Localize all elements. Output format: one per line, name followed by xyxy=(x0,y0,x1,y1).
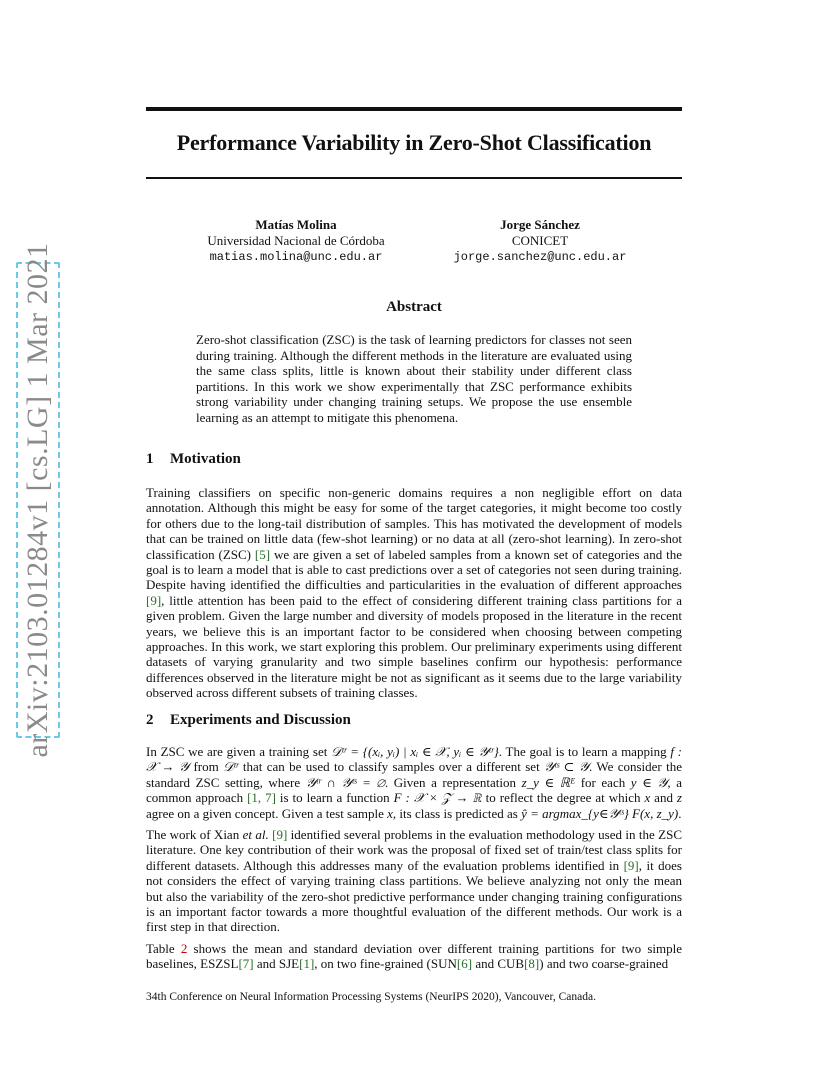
citation-link[interactable]: [6] xyxy=(456,956,473,972)
text-run: . xyxy=(678,805,682,821)
citation-link[interactable]: [5] xyxy=(254,546,271,562)
paragraph xyxy=(146,941,682,972)
text-run: and CUB xyxy=(472,956,525,972)
math: 𝒟ᵗʳ = {(xᵢ, yᵢ) | xᵢ ∈ 𝒳, yᵢ ∈ 𝒴ᵗʳ} xyxy=(331,744,499,759)
section-heading-experiments xyxy=(146,712,351,729)
math: ŷ = argmax_{y∈𝒴ᵗˢ} F(x, z_y) xyxy=(521,805,679,821)
text-run: , it does not considers the effect of varying training class partitions. We believe analyzing not only the mean but also the variability of the zero-shot predictive performance under changing training configurations is an important factor towards a more thoughtful evaluation of the different methods. Our work is a first step in that direction. xyxy=(146,857,682,935)
citation-link[interactable]: [1, 7] xyxy=(247,790,276,806)
paragraph xyxy=(146,744,682,821)
experiments-body xyxy=(146,744,682,978)
text-run: for each xyxy=(575,774,631,790)
section-number: 2 xyxy=(146,712,154,728)
text-run: . We consider the standard ZSC setting, where xyxy=(146,759,683,790)
math: z_y ∈ ℝᴱ xyxy=(521,774,576,790)
paper-title: Performance Variability in Zero-Shot Classification xyxy=(176,130,652,155)
text-run: In ZSC we are given a training set xyxy=(146,744,332,759)
math: x xyxy=(387,805,393,821)
text-run: . The goal is to learn a mapping xyxy=(498,744,671,759)
text-run: to reflect the degree at which xyxy=(481,790,645,806)
text-run: ) and two coarse-grained xyxy=(539,956,669,972)
math: 𝒟ᵗʳ xyxy=(223,759,239,775)
text-run: The work of Xian xyxy=(146,827,243,843)
math: 𝒴ᵗˢ ⊂ 𝒴 xyxy=(544,759,589,775)
paragraph xyxy=(146,485,682,701)
arxiv-stamp xyxy=(16,242,60,758)
section-title: Motivation xyxy=(170,451,241,467)
abstract-heading: Abstract xyxy=(386,299,442,315)
text-run: agree on a given concept. Given a test sample xyxy=(146,805,388,821)
text-run: Table xyxy=(146,940,181,956)
author-name: Matías Molina xyxy=(255,217,337,232)
author-block xyxy=(440,217,640,265)
text-run: we are given a set of labeled samples from a known set of categories and the goal is to learn a model that is able to cast predictions over a set of categories not seen during training. Despite having identified the difficulties and particularities in the evaluation of different approaches xyxy=(146,546,682,593)
section-title: Experiments and Discussion xyxy=(170,712,351,728)
text-run: identified several problems in the evaluation methodology used in the ZSC literature. One key contribution of their work was the proposal of fixed set of train/test class splits for different datasets. Although this addresses many of the evaluation problems identified in xyxy=(146,827,683,873)
section-heading-motivation xyxy=(146,451,241,468)
text-run: . Given a representation xyxy=(385,774,522,790)
math: f : 𝒳 → 𝒴 xyxy=(146,744,682,775)
title-rule-bottom xyxy=(146,177,682,179)
arxiv-stamp-text: arXiv:2103.01284v1 [cs.LG] 1 Mar 2021 xyxy=(21,242,54,758)
citation-link[interactable]: [9] xyxy=(272,827,288,843)
author-email: jorge.sanchez@unc.edu.ar xyxy=(453,250,627,264)
section-number: 1 xyxy=(146,451,154,467)
math: z xyxy=(676,790,682,806)
author-affiliation: CONICET xyxy=(511,233,569,248)
math: x xyxy=(644,790,651,806)
author-email: matias.molina@unc.edu.ar xyxy=(209,250,383,264)
citation-link[interactable]: [1] xyxy=(299,956,315,972)
conference-footer: 34th Conference on Neural Information Processing Systems (NeurIPS 2020), Vancouver, Canada. xyxy=(146,991,596,1003)
text-run: Training classifiers on specific non-generic domains requires a non negligible effort on data annotation. Although this might be easy for some of the target categories, it might become too costly for others due to the long-tail distribution of samples. This has motivated the development of models that can be trained on little data (few-shot learning) or no data at all (zero-shot learning). In zero-shot classification (ZSC) xyxy=(146,485,682,562)
text-run: shows the mean and standard deviation over different training partitions for two simple baselines, ESZSL xyxy=(146,940,682,972)
abstract-text: Zero-shot classification (ZSC) is the task of learning predictors for classes not seen during training. Although the different methods in the literature are evaluated using the same class splits, little is known about their stability under different class partitions. In this work we show experimentally that ZSC performance exhibits strong variability under changing training setups. We propose the use ensemble learning as an attempt to mitigate this phenomena. xyxy=(196,332,632,425)
math: F : 𝒳 × 𝒵 → ℝ xyxy=(393,790,482,806)
text-run: and SJE xyxy=(253,956,300,972)
text-run: and xyxy=(650,790,677,806)
text-run: et al. xyxy=(242,827,269,843)
paragraph xyxy=(146,827,682,935)
text-run: from xyxy=(189,759,224,775)
text-run: , on two fine-grained (SUN xyxy=(314,956,457,972)
text-run: , its class is predicted as xyxy=(392,805,522,821)
motivation-body xyxy=(146,485,682,707)
citation-link[interactable]: [9] xyxy=(146,592,162,608)
table-reference-link[interactable]: 2 xyxy=(180,940,188,956)
author-affiliation: Universidad Nacional de Córdoba xyxy=(207,233,385,248)
citation-link[interactable]: [9] xyxy=(623,857,639,873)
author-block xyxy=(196,217,396,265)
text-run: that can be used to classify samples over a different set xyxy=(238,759,545,775)
citation-link[interactable]: [7] xyxy=(238,956,254,972)
title-rule-top xyxy=(146,107,682,111)
author-name: Jorge Sánchez xyxy=(500,217,580,232)
citation-link[interactable]: [8] xyxy=(524,956,540,972)
text-run: is to learn a function xyxy=(275,790,394,806)
math: y ∈ 𝒴 xyxy=(630,774,668,790)
math: 𝒴ᵗʳ ∩ 𝒴ᵗˢ = ∅ xyxy=(305,774,385,790)
text-run: , a common approach xyxy=(146,774,682,806)
text-run: , little attention has been paid to the effect of considering different training class partitions for a given problem. Given the large number and diversity of models proposed in the literature in the recent years, we believe this is an important factor to be considered when choosing between competing approaches. In this work, we start exploring this problem. Our preliminary experiments using different datasets of varying granularity and two simple baselines confirm our hypothesis: performance differences observed in the literature might be not as significant as it seems due to the large variability observed across different subsets of training classes. xyxy=(146,592,682,701)
